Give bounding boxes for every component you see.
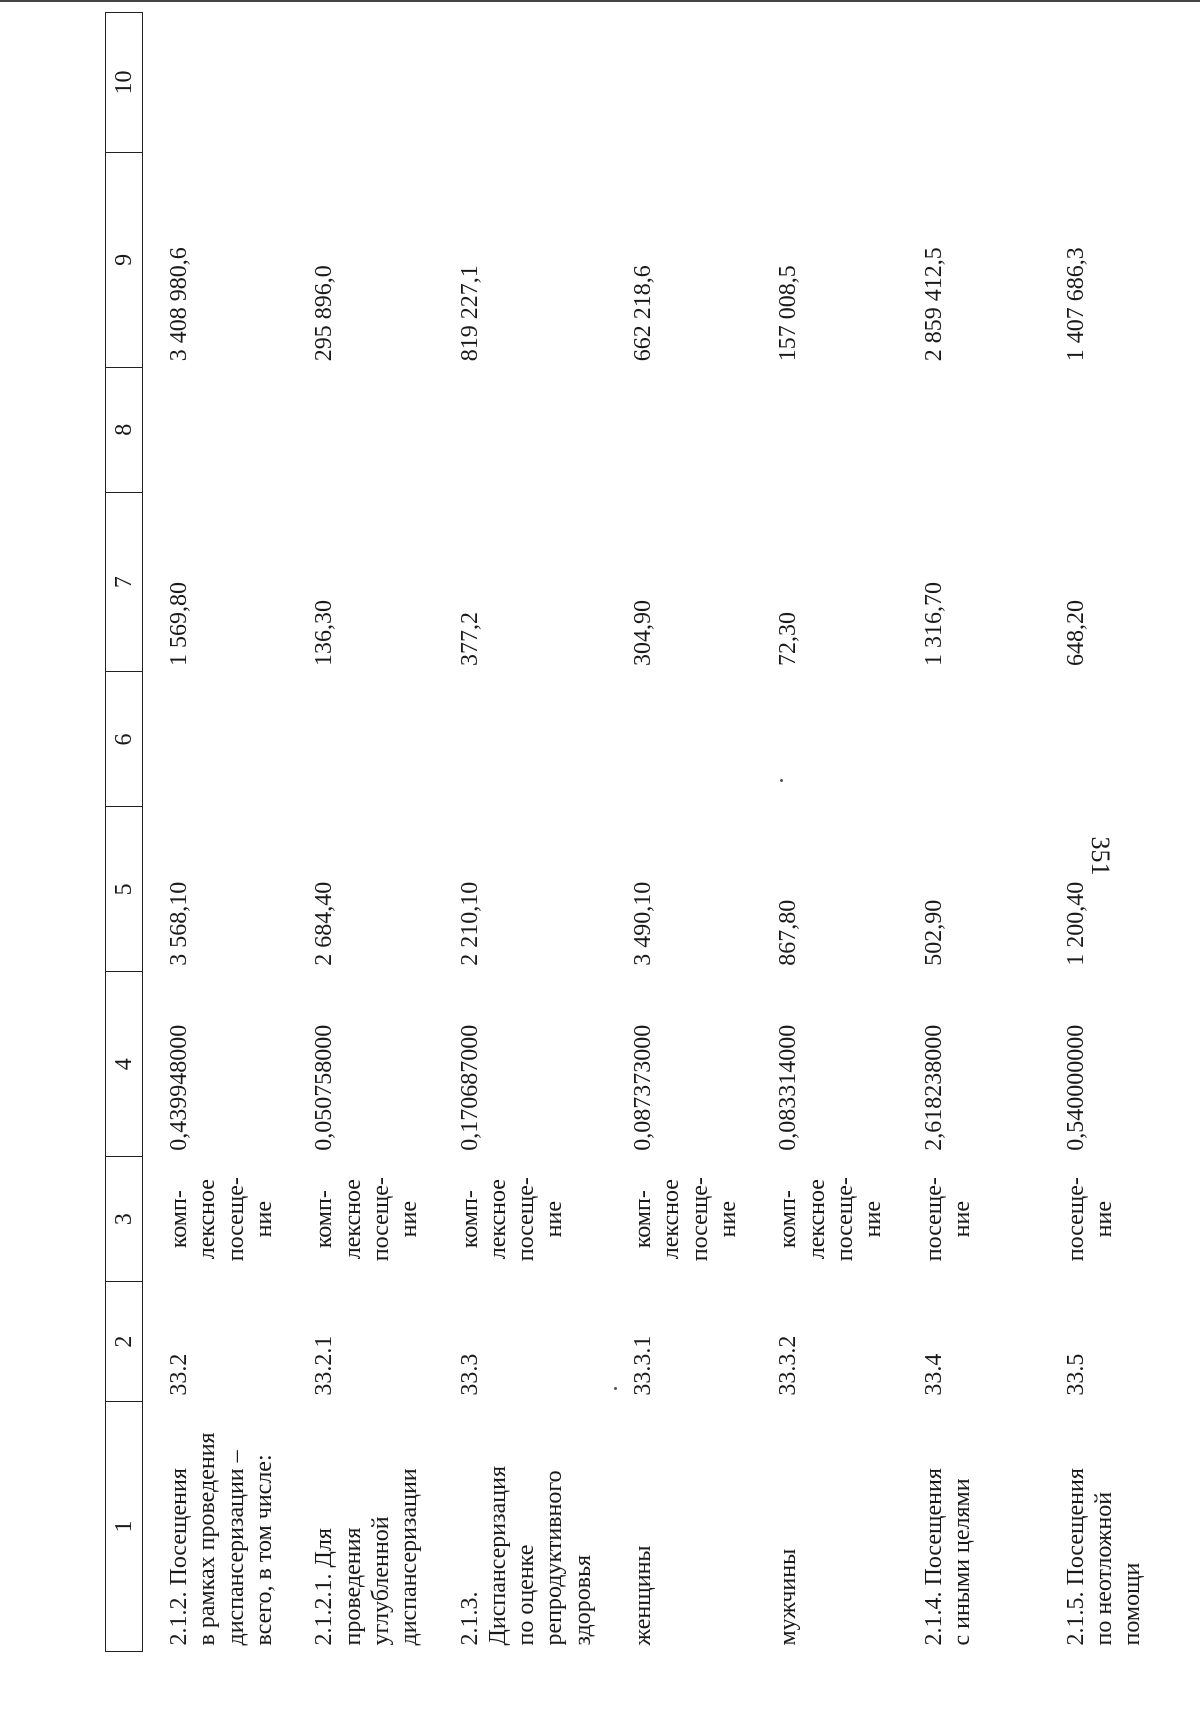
row-col9-value: 295 896,0 (311, 265, 338, 362)
row-col10-value (1040, 13, 1182, 153)
row-name: женщины (630, 1545, 657, 1646)
scan-speck (780, 779, 783, 782)
row-col6-value (898, 672, 1040, 807)
row-col9-value: 819 227,1 (456, 265, 483, 362)
row-col7-value: 1 316,70 (920, 582, 947, 666)
row-unit: комп- лексное посеще- ние (311, 1177, 423, 1262)
row-code: 33.3.2 (775, 1335, 802, 1396)
row-unit: комп- лексное посеще- ние (630, 1177, 741, 1262)
table-row (434, 13, 608, 1652)
row-col4-value: 0,439948000 (166, 1024, 192, 1151)
row-code: 33.5 (1062, 1353, 1089, 1396)
row-col8-value (143, 367, 289, 492)
row-col5-value: 3 568,10 (166, 881, 192, 966)
table-row (752, 13, 897, 1652)
row-unit: посеще- ние (920, 1177, 975, 1262)
row-col6-value (288, 672, 433, 807)
col-header-10: 10 (106, 13, 143, 153)
row-col5-value: 2 684,40 (311, 881, 338, 966)
row-col7-value: 304,90 (630, 600, 657, 666)
col-header-8: 8 (106, 367, 143, 492)
row-col9-value: 662 218,6 (630, 265, 657, 362)
col-header-6: 6 (106, 672, 143, 807)
row-col10-value (143, 13, 289, 153)
row-col9-value: 1 407 686,3 (1062, 247, 1089, 362)
col-header-5: 5 (106, 807, 143, 972)
row-code: 33.4 (920, 1353, 947, 1396)
row-name: 2.1.5. Посещения по неотложной помощи (1062, 1468, 1146, 1646)
row-col10-value (752, 13, 897, 153)
row-col8-value (1040, 367, 1182, 492)
row-col6-value (1040, 672, 1182, 807)
table-row (143, 13, 289, 1652)
row-col10-value (434, 13, 608, 153)
col-header-7: 7 (106, 492, 143, 672)
row-col8-value (288, 367, 433, 492)
row-col10-value (607, 13, 752, 153)
table-row (288, 13, 433, 1652)
col-header-1: 1 (106, 1402, 143, 1652)
row-unit: комп- лексное посеще- ние (775, 1177, 887, 1262)
row-col7-value: 648,20 (1062, 600, 1089, 666)
row-col7-value: 1 569,80 (166, 582, 192, 666)
col-header-3: 3 (106, 1157, 143, 1282)
row-name: 2.1.4. Посещения с иными целями (920, 1468, 975, 1646)
row-name: 2.1.2.1. Для проведения углубленной диспансеризации (311, 1468, 423, 1646)
row-name: 2.1.3. Диспансеризация по оценке репродуктивного здоровья (456, 1465, 596, 1646)
row-code: 33.2 (166, 1353, 192, 1396)
row-col7-value: 72,30 (775, 612, 802, 666)
row-col5-value: 867,80 (775, 899, 802, 966)
row-name: 2.1.2. Посещения в рамках проведения диспансеризации – всего, в том числе: (166, 1432, 277, 1646)
row-col10-value (898, 13, 1040, 153)
header-row (106, 13, 143, 1652)
row-col6-value (434, 672, 608, 807)
row-code: 33.3 (456, 1353, 483, 1396)
row-col9-value: 157 008,5 (775, 265, 802, 362)
row-col7-value: 377,2 (456, 612, 483, 666)
page-number: 351 (1086, 836, 1115, 876)
row-col4-value: 0,170687000 (456, 1024, 483, 1151)
row-col5-value: 3 490,10 (630, 881, 657, 966)
row-col5-value: 1 200,40 (1062, 881, 1089, 966)
row-col4-value: 2,618238000 (920, 1024, 947, 1151)
row-col8-value (898, 367, 1040, 492)
row-name: мужчины (775, 1548, 802, 1646)
col-header-2: 2 (106, 1282, 143, 1402)
row-col8-value (752, 367, 897, 492)
scan-speck (614, 1387, 617, 1390)
data-table (105, 12, 1182, 1652)
row-col8-value (607, 367, 752, 492)
row-col4-value: 0,540000000 (1062, 1024, 1089, 1151)
row-col9-value: 3 408 980,6 (166, 247, 192, 362)
row-col5-value: 2 210,10 (456, 881, 483, 966)
row-col6-value (143, 672, 289, 807)
table-row (898, 13, 1040, 1652)
col-header-9: 9 (106, 152, 143, 367)
row-col4-value: 0,087373000 (630, 1024, 657, 1151)
row-col9-value: 2 859 412,5 (920, 247, 947, 362)
row-col5-value: 502,90 (920, 899, 947, 966)
row-unit: посеще- ние (1062, 1177, 1117, 1262)
col-header-4: 4 (106, 972, 143, 1157)
row-col8-value (434, 367, 608, 492)
row-col6-value (607, 672, 752, 807)
row-code: 33.3.1 (630, 1335, 657, 1396)
table-row (1040, 13, 1182, 1652)
table-row (607, 13, 752, 1652)
row-unit: комп- лексное посеще- ние (456, 1177, 568, 1262)
row-unit: комп- лексное посеще- ние (166, 1177, 277, 1262)
row-code: 33.2.1 (311, 1335, 338, 1396)
row-col4-value: 0,083314000 (775, 1024, 802, 1151)
row-col6-value (752, 672, 897, 807)
row-col4-value: 0,050758000 (311, 1024, 338, 1151)
row-col10-value (288, 13, 433, 153)
row-col7-value: 136,30 (311, 600, 338, 666)
